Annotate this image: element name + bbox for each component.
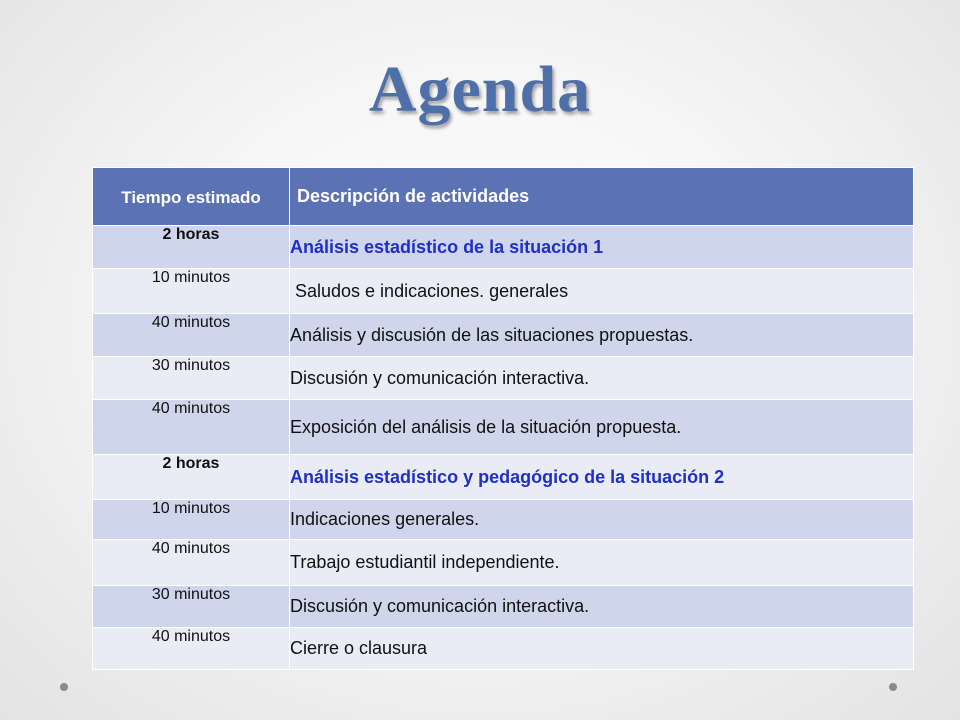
description-cell: Discusión y comunicación interactiva. [290, 357, 914, 400]
description-cell: Indicaciones generales. [290, 500, 914, 540]
table-row [93, 540, 914, 586]
section-row [93, 455, 914, 500]
time-cell: 40 minutos [93, 400, 290, 455]
header-tiempo: Tiempo estimado [93, 168, 290, 226]
table-header-row [93, 168, 914, 226]
description-cell: Exposición del análisis de la situación propuesta. [290, 400, 914, 455]
description-cell: Análisis estadístico y pedagógico de la situación 2 [290, 455, 914, 500]
time-cell: 10 minutos [93, 269, 290, 314]
slide-title: Agenda [368, 53, 592, 126]
description-cell: Análisis y discusión de las situaciones propuestas. [290, 314, 914, 357]
time-cell: 2 horas [93, 455, 290, 500]
time-cell: 40 minutos [93, 540, 290, 586]
description-cell: Análisis estadístico de la situación 1 [290, 226, 914, 269]
time-cell: 10 minutos [93, 500, 290, 540]
header-descripcion: Descripción de actividades [290, 168, 914, 226]
description-cell: Saludos e indicaciones. generales [290, 269, 914, 314]
decorative-dot-right [889, 683, 897, 691]
time-cell: 40 minutos [93, 628, 290, 670]
table-row [93, 400, 914, 455]
agenda-body [93, 226, 914, 670]
table-row [93, 269, 914, 314]
time-cell: 2 horas [93, 226, 290, 269]
description-cell: Cierre o clausura [290, 628, 914, 670]
table-row [93, 314, 914, 357]
description-cell: Trabajo estudiantil independiente. [290, 540, 914, 586]
table-row [93, 628, 914, 670]
table-row [93, 357, 914, 400]
decorative-dot-left [60, 683, 68, 691]
time-cell: 30 minutos [93, 357, 290, 400]
table-row [93, 500, 914, 540]
time-cell: 40 minutos [93, 314, 290, 357]
agenda-table [92, 167, 914, 670]
table-row [93, 586, 914, 628]
time-cell: 30 minutos [93, 586, 290, 628]
section-row [93, 226, 914, 269]
description-cell: Discusión y comunicación interactiva. [290, 586, 914, 628]
